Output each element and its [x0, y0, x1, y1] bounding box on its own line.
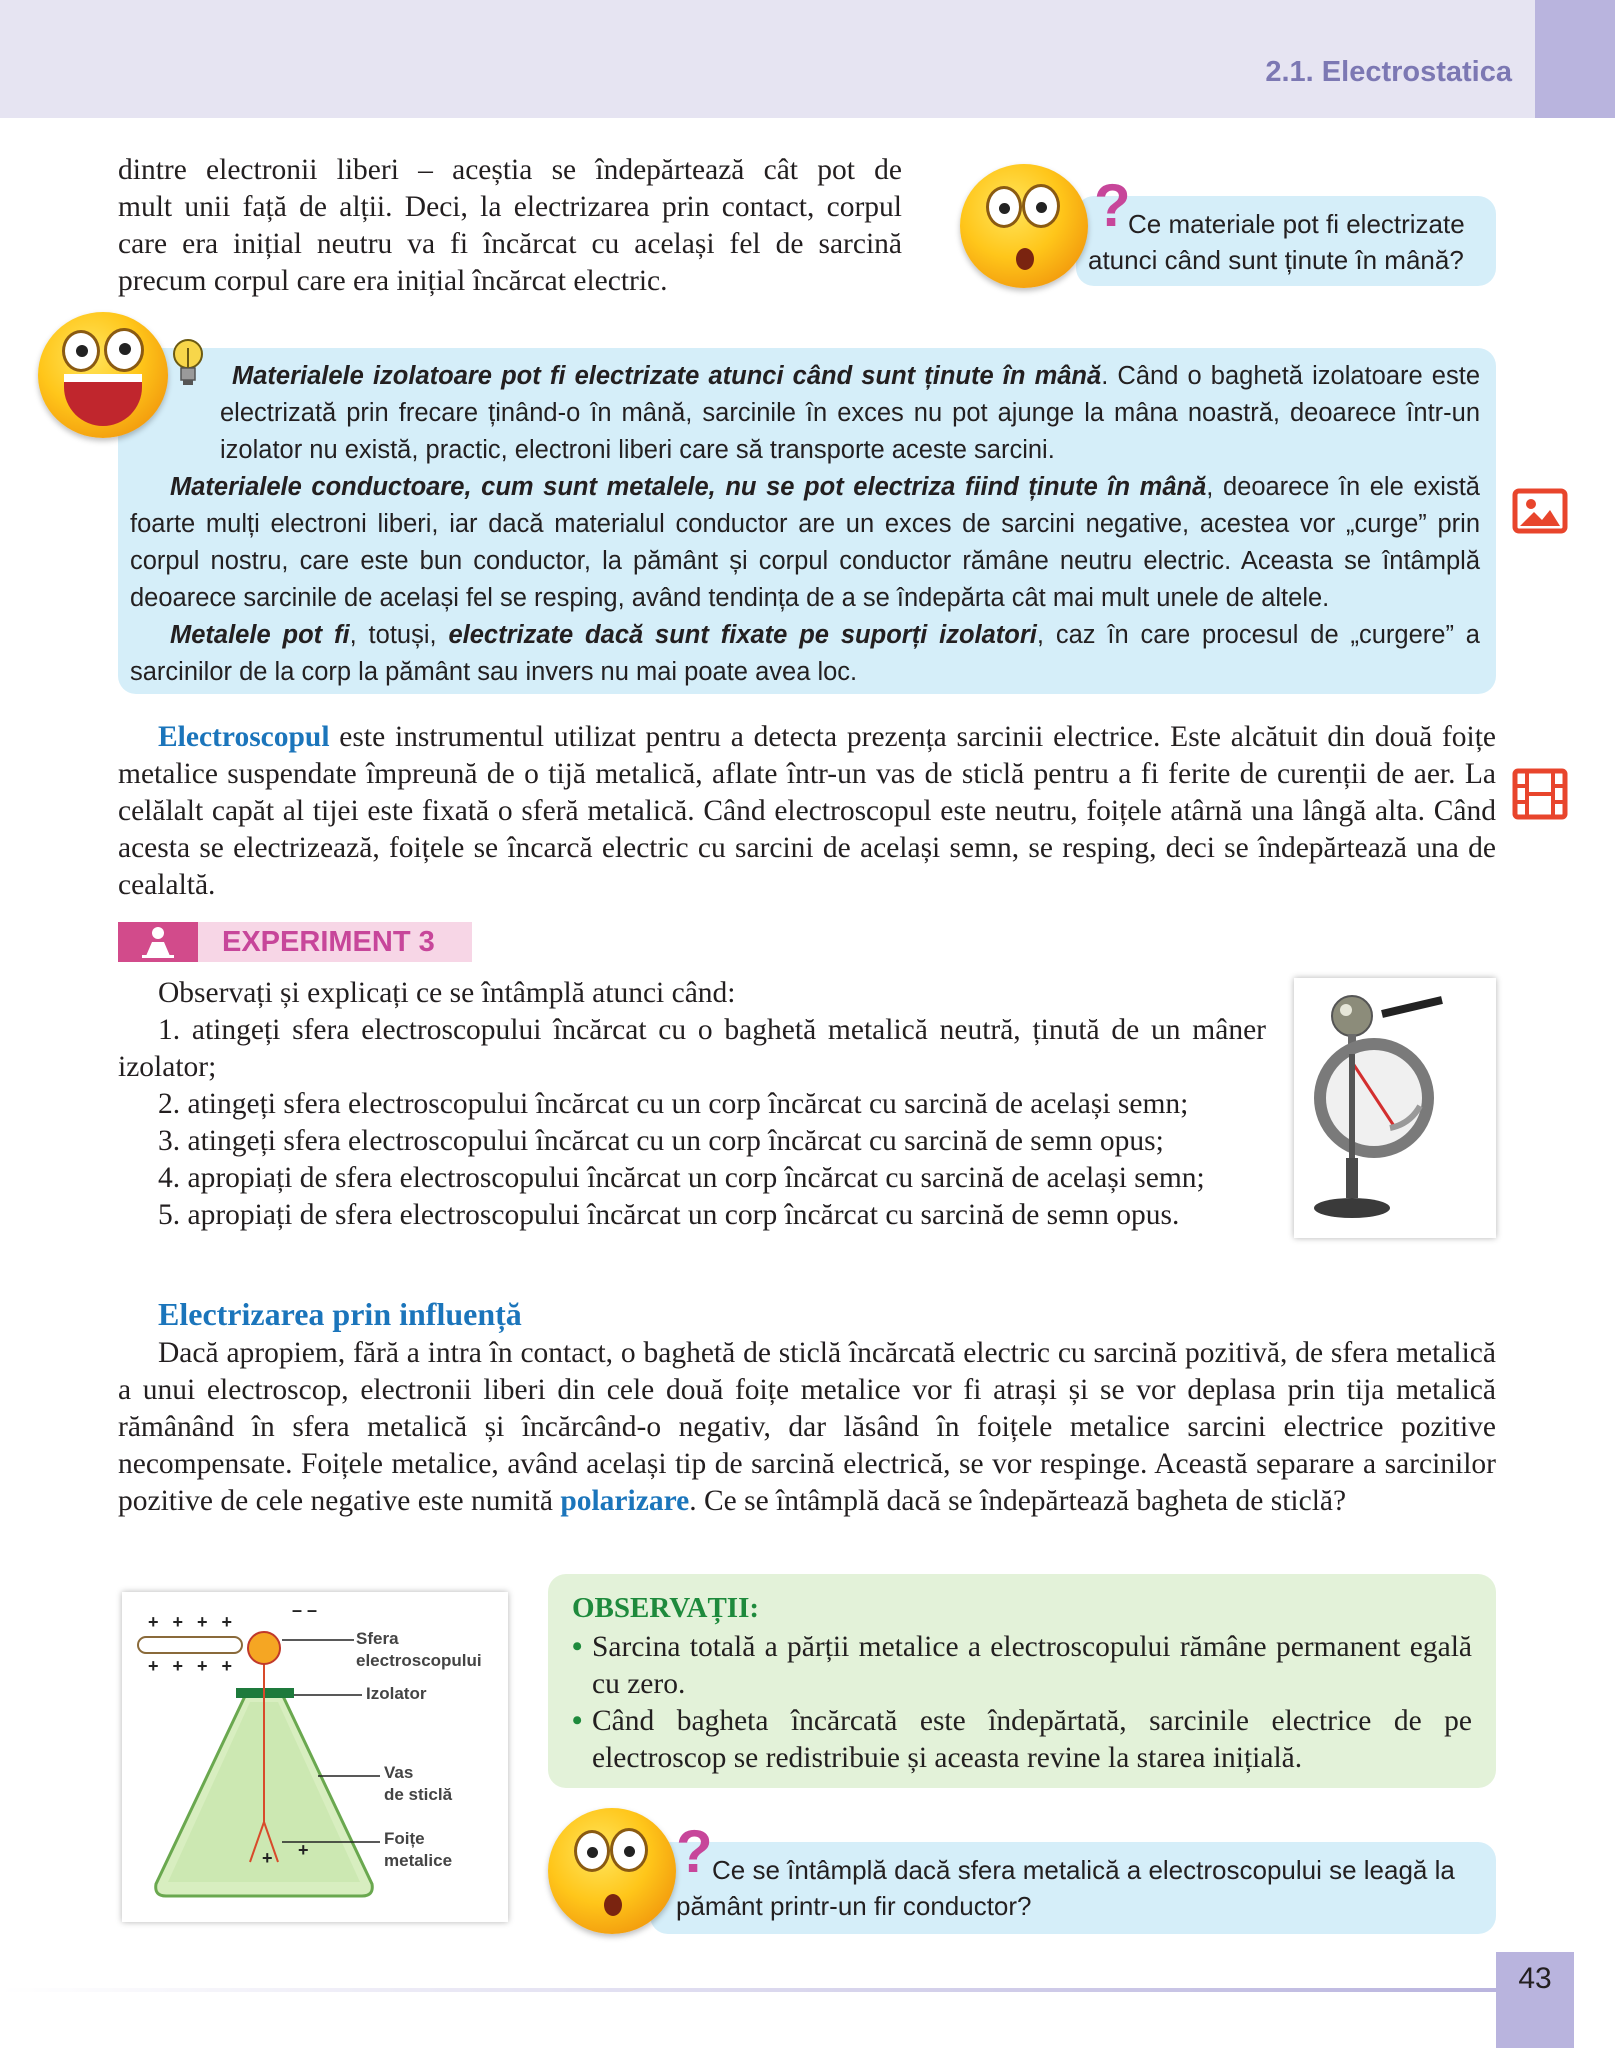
- info-text: [130, 358, 1480, 691]
- info-paragraph: [130, 358, 1480, 469]
- keyword-electroscope: Electroscopul: [158, 721, 330, 753]
- label-foils: Foițe metalice: [384, 1829, 453, 1870]
- influence-paragraph: [118, 1335, 1496, 1520]
- charge-sign: ++++: [148, 1656, 247, 1676]
- experiment-list: [118, 975, 1266, 1234]
- observations-list: [572, 1629, 1472, 1777]
- observation-item: • Sarcina totală a părții metalice a electroscopului rămâne permanent egală cu zero.: [572, 1629, 1472, 1703]
- footer-line: [0, 1988, 1500, 1992]
- paragraph-text: este instrumentul utilizat pentru a detecta prezența sarcinii electrice. Este alcătuit din două foițe metalice suspendate împreună de o tijă metalică, aflate într-un vas de sticlă pentru a fi ferite de curenții de aer. La celălalt capăt al tijei este fixată o sferă metalică. Când electroscopul este neutru, foițele atârnă una lângă alta. Când acesta se electrizează, foițele se încarcă electric cu sarcini de același semn, se resping, deci se îndepărtează una de cealaltă.: [118, 721, 1496, 901]
- confused-face-icon: [960, 164, 1088, 288]
- info-emphasis: Materialele izolatoare pot fi electrizate atunci când sunt ținute în mână: [232, 362, 1102, 390]
- label-insulator: Izolator: [366, 1684, 427, 1703]
- charge-sign: +: [262, 1848, 273, 1868]
- info-text-run: , deoarece în ele există foarte mulți electroni liberi, iar dacă materialul conductor are un exces de sarcini negative, acestea vor „curge” prin corpul nostru, care este bun conductor, la pământ și corpul conductor rămâne neutru electric. Aceasta se întâmplă deoarece sarcinile de același fel se resping, având tendința de a se îndepărta cât mai mult unele de altele.: [130, 473, 1480, 612]
- experiment-title: EXPERIMENT 3: [222, 926, 435, 958]
- chapter-title: 2.1. Electrostatica: [1265, 56, 1512, 88]
- keyword-polarization: polarizare: [560, 1485, 690, 1517]
- film-icon[interactable]: [1512, 768, 1568, 820]
- info-text-run: . Când o baghetă izolatoare este electrizată prin frecare ținând-o în mână, sarcinile în exces nu pot ajunge la mâna noastră, deoarece într-un izolator nu există, practic, electroni liberi care să transporte aceste sarcini.: [220, 362, 1481, 464]
- question-mark-icon: ?: [1094, 172, 1131, 239]
- info-text-run: , totuși,: [349, 621, 449, 649]
- list-item: 3. atingeți sfera electroscopului încărcat cu un corp încărcat cu sarcină de semn opus;: [158, 1125, 1164, 1157]
- info-paragraph: [130, 469, 1480, 617]
- info-text-run: , caz în care procesul de „curgere” a sarcinilor de la corp la pământ sau invers nu mai poate avea loc.: [130, 621, 1480, 686]
- question-line: pământ printr-un fir conductor?: [676, 1891, 1032, 1921]
- question-line: Ce materiale pot fi electrizate: [1128, 209, 1465, 239]
- intro-line: care era inițial neutru va fi încărcat cu același fel de sarcină: [118, 228, 902, 260]
- question-text: [676, 1852, 1486, 1924]
- intro-line: precum corpul care era inițial încărcat electric.: [118, 265, 668, 297]
- observation-text: Sarcina totală a părții metalice a electroscopului rămâne permanent egală cu zero.: [592, 1631, 1472, 1700]
- info-emphasis: Materialele conductoare, cum sunt metalele, nu se pot electriza fiind ținute în mână: [170, 473, 1207, 501]
- label-sphere: Sfera electroscopului: [356, 1629, 482, 1670]
- question-line: Ce se întâmplă dacă sfera metalică a electroscopului se leagă la: [712, 1855, 1455, 1885]
- list-item: 2. atingeți sfera electroscopului încărcat cu un corp încărcat cu sarcină de același semn;: [158, 1088, 1189, 1120]
- list-item: 1. atingeți sfera electroscopului încărcat cu o baghetă metalică neutră, ținută de un mâner izolator;: [118, 1014, 1266, 1083]
- question-text: [1088, 206, 1488, 278]
- page-number: 43: [1518, 1962, 1552, 1995]
- experiment-intro: Observați și explicați ce se întâmplă atunci când:: [158, 977, 736, 1009]
- info-paragraph: [130, 617, 1480, 691]
- observation-text: Când bagheta încărcată este îndepărtată, sarcinile electrice de pe electroscop se redistribuie și aceasta revine la starea inițială.: [592, 1705, 1472, 1774]
- paragraph-text: Dacă apropiem, fără a intra în contact, o baghetă de sticlă încărcată electric cu sarcină pozitivă, de sfera metalică a unui electroscop, electronii liberi din cele două foițe metalice vor fi atrași și se vor deplasa prin tija metalică rămânând în sfera metalică și încărcând-o negativ, dar lăsând în foițele metalice sarcini electrice pozitive necompensate. Foițele metalice, având același tip de sarcină electrică, se vor respinge. Această separare a sarcinilor pozitive de cele negative este numită: [118, 1337, 1496, 1517]
- intro-paragraph: [118, 152, 902, 300]
- observations-title: OBSERVAȚII:: [572, 1592, 760, 1624]
- confused-face-icon: [548, 1808, 676, 1934]
- electroscope-photo: [1294, 978, 1496, 1238]
- label-glass: Vas de sticlă: [384, 1763, 453, 1804]
- intro-line: mult unii față de alții. Deci, la electrizarea prin contact, corpul: [118, 191, 902, 223]
- paragraph-text: . Ce se întâmplă dacă se îndepărtează bagheta de sticlă?: [689, 1485, 1347, 1517]
- question-line: atunci când sunt ținute în mână?: [1088, 245, 1464, 275]
- section-title: Electrizarea prin influență: [158, 1296, 522, 1332]
- question-mark-icon: ?: [676, 1818, 713, 1885]
- charge-sign: +: [298, 1840, 309, 1860]
- info-emphasis: electrizate dacă sunt fixate pe suporți izolatori: [448, 621, 1037, 649]
- list-item: 4. apropiați de sfera electroscopului încărcat un corp încărcat cu sarcină de același semn;: [158, 1162, 1205, 1194]
- header-tab: [1535, 0, 1615, 118]
- charge-sign: – –: [292, 1600, 318, 1620]
- person-icon: [118, 922, 198, 962]
- electroscope-diagram: [122, 1592, 508, 1922]
- image-icon[interactable]: [1512, 488, 1568, 534]
- charge-sign: ++++: [148, 1612, 247, 1632]
- observation-item: • Când bagheta încărcată este îndepărtată, sarcinile electrice de pe electroscop se redistribuie și aceasta revine la starea inițială.: [572, 1703, 1472, 1777]
- electroscope-paragraph: [118, 719, 1496, 904]
- intro-line: dintre electronii liberi – aceștia se îndepărtează cât pot de: [118, 154, 902, 186]
- list-item: 5. apropiați de sfera electroscopului încărcat un corp încărcat cu sarcină de semn opus.: [158, 1199, 1180, 1231]
- info-emphasis: Metalele pot fi: [170, 621, 350, 649]
